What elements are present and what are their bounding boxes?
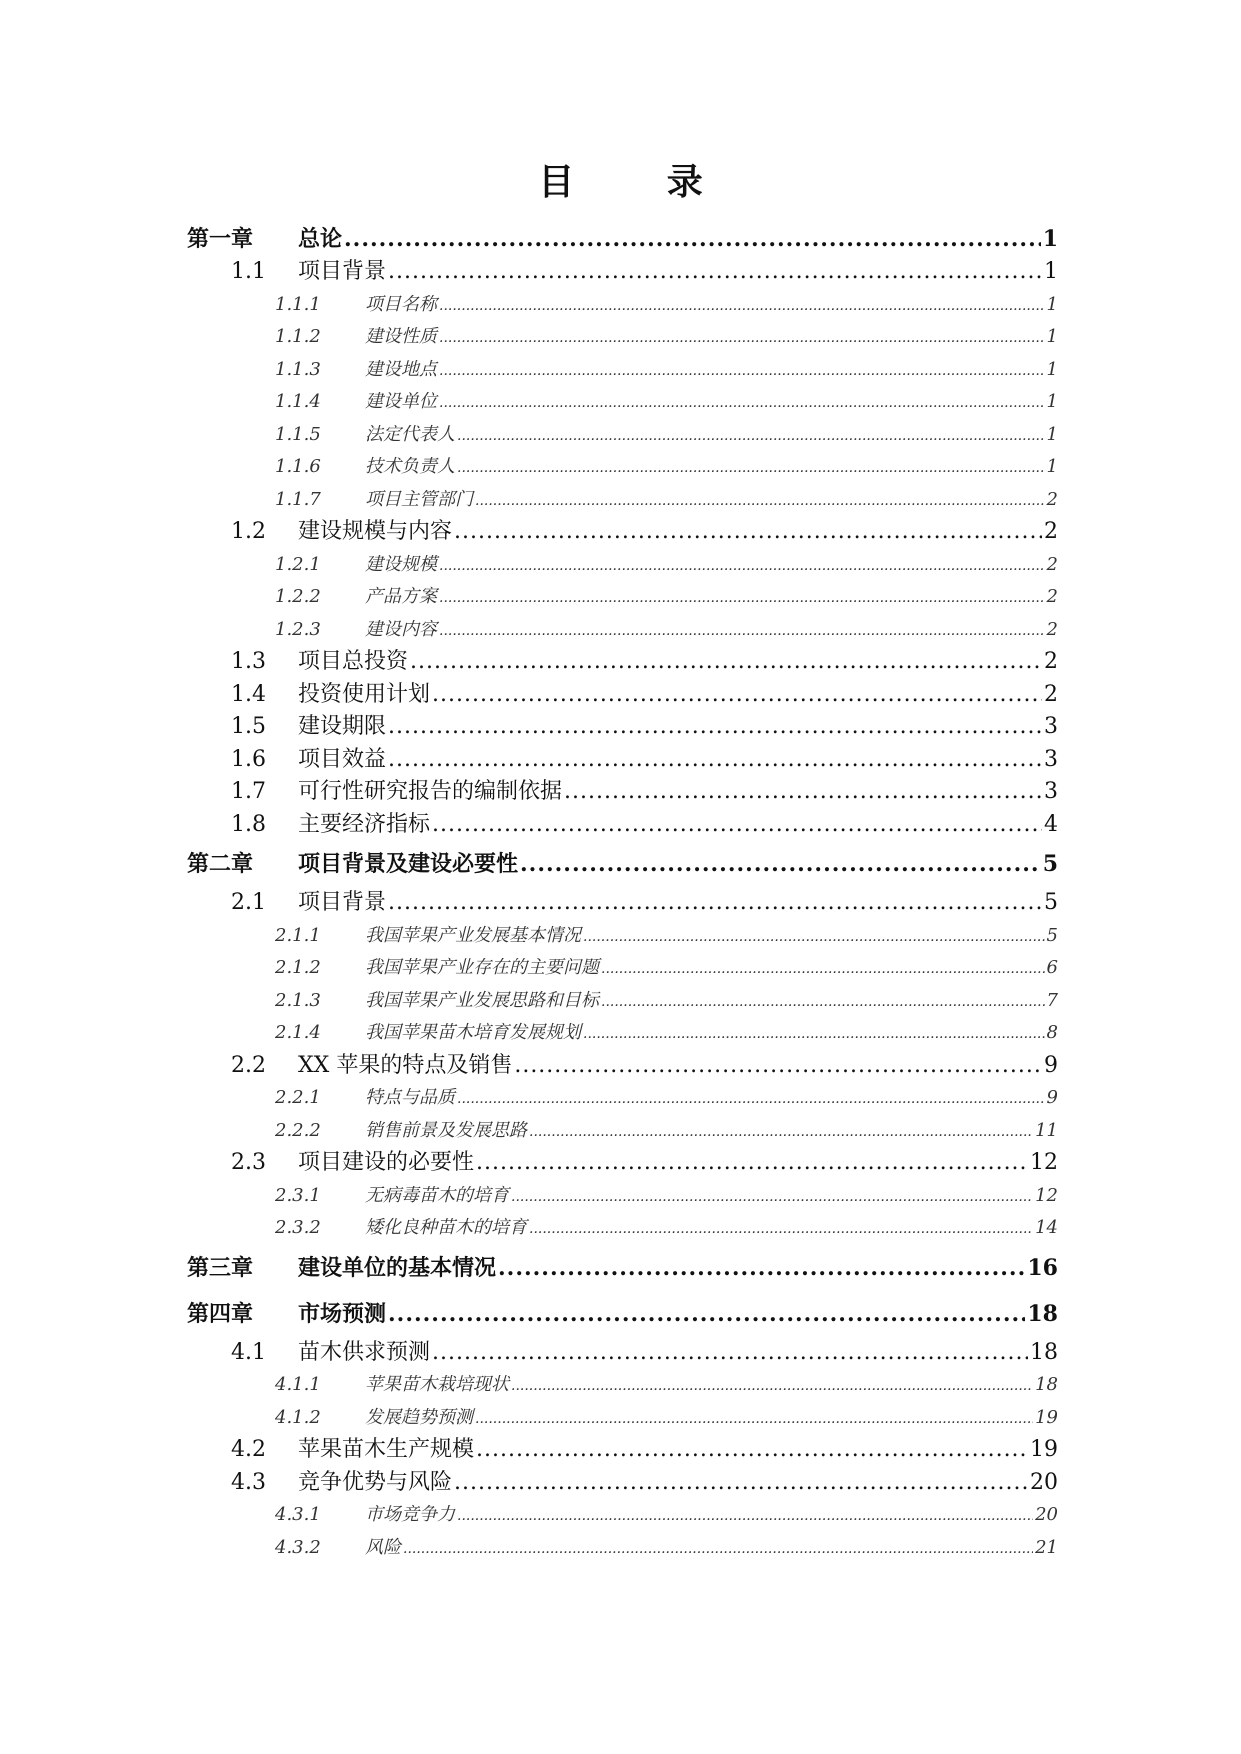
toc-section-entry[interactable] (187, 744, 1058, 777)
toc-section-entry[interactable] (187, 1467, 1058, 1500)
dot-leader (439, 582, 1045, 615)
dot-leader (583, 921, 1045, 954)
dot-leader (388, 744, 1042, 777)
dot-leader (583, 1018, 1045, 1051)
toc-entry-title: 可行性研究报告的编制依据 (298, 779, 563, 804)
toc-entry-number: 第一章 (187, 226, 254, 252)
toc-entry-number: 1.2.3 (275, 618, 321, 640)
toc-section-entry[interactable] (187, 776, 1058, 809)
toc-entry-title: 项目名称 (365, 293, 437, 315)
toc-entry-page-number: 5 (1042, 851, 1058, 877)
toc-chapter-entry[interactable] (187, 1291, 1058, 1337)
toc-entry-page-number: 2 (1046, 553, 1058, 575)
toc-entry-number: 4.3.2 (275, 1536, 321, 1558)
dot-leader (432, 679, 1042, 712)
toc-subsection-entry[interactable] (187, 451, 1058, 484)
toc-entry-title: 建设地点 (365, 358, 437, 380)
toc-section-entry[interactable] (187, 1434, 1058, 1467)
toc-entry-number: 第二章 (187, 851, 254, 877)
toc-entry-number: 2.2 (231, 1052, 266, 1078)
dot-leader (498, 1245, 1025, 1291)
toc-entry-page-number: 9 (1046, 1087, 1058, 1108)
dot-leader (529, 1116, 1033, 1149)
toc-subsection-entry[interactable] (187, 1180, 1058, 1213)
toc-entry-number: 1.1.3 (275, 358, 321, 380)
toc-entry-page-number: 1 (1044, 259, 1058, 284)
dot-leader (388, 711, 1042, 744)
toc-section-entry[interactable] (187, 711, 1058, 744)
toc-subsection-entry[interactable] (187, 581, 1058, 614)
toc-entry-page-number: 11 (1035, 1119, 1058, 1141)
toc-entry-title: 苗木供求预测 (298, 1339, 431, 1365)
toc-entry-title: 总论 (298, 226, 343, 252)
toc-entry-title: 发展趋势预测 (365, 1406, 473, 1428)
toc-subsection-entry[interactable] (187, 321, 1058, 354)
toc-entry-title: 项目背景及建设必要性 (298, 851, 519, 877)
toc-subsection-entry[interactable] (187, 1017, 1058, 1050)
dot-leader (439, 355, 1045, 388)
dot-leader (475, 485, 1045, 518)
dot-leader (439, 615, 1045, 648)
toc-entry-title: 技术负责人 (365, 456, 455, 477)
toc-entry-title: 无病毒苗木的培育 (365, 1184, 509, 1206)
dot-leader (454, 516, 1042, 549)
toc-entry-page-number: 2 (1046, 488, 1058, 510)
dot-leader (457, 1083, 1045, 1116)
toc-entry-number: 4.1.2 (275, 1406, 321, 1428)
toc-subsection-entry[interactable] (187, 386, 1058, 419)
toc-entry-page-number: 20 (1030, 1469, 1058, 1495)
toc-subsection-entry[interactable] (187, 1082, 1058, 1115)
toc-entry-page-number: 5 (1046, 924, 1058, 946)
dot-leader (564, 776, 1042, 809)
toc-entry-title: 项目背景 (298, 890, 387, 915)
toc-entry-title: 市场竞争力 (365, 1504, 455, 1525)
toc-entry-page-number: 1 (1046, 423, 1058, 445)
toc-entry-number: 2.2.1 (275, 1087, 321, 1108)
toc-entry-title: 我国苹果产业发展思路和目标 (365, 989, 599, 1011)
toc-entry-number: 1.5 (231, 714, 266, 739)
toc-entry-page-number: 14 (1035, 1217, 1058, 1238)
toc-entry-title: 项目总投资 (298, 649, 409, 674)
toc-subsection-entry[interactable] (187, 419, 1058, 452)
toc-entry-page-number: 18 (1027, 1300, 1058, 1327)
dot-leader (475, 1403, 1033, 1436)
toc-subsection-entry[interactable] (187, 1212, 1058, 1245)
toc-subsection-entry[interactable] (187, 354, 1058, 387)
toc-entry-page-number: 12 (1035, 1184, 1058, 1206)
toc-entry-number: 1.1.1 (275, 293, 321, 315)
toc-entry-number: 1.4 (231, 681, 266, 707)
dot-leader (439, 290, 1045, 323)
toc-entry-title: 建设单位 (365, 391, 437, 412)
dot-leader (511, 1181, 1033, 1214)
toc-entry-number: 1.2.1 (275, 553, 321, 575)
toc-entry-title: 项目主管部门 (365, 488, 473, 510)
toc-entry-number: 2.1.2 (275, 957, 321, 978)
toc-entry-page-number: 18 (1030, 1339, 1058, 1365)
toc-section-entry[interactable] (187, 679, 1058, 712)
dot-leader (432, 809, 1042, 842)
toc-section-entry[interactable] (187, 809, 1058, 842)
toc-entry-number: 2.1 (231, 890, 266, 915)
dot-leader (454, 1467, 1028, 1500)
toc-entry-title: 建设单位的基本情况 (298, 1254, 497, 1281)
dot-leader (514, 1050, 1042, 1083)
toc-entry-page-number: 4 (1044, 811, 1058, 837)
toc-entry-number: 1.7 (231, 779, 266, 804)
toc-entry-title: 我国苹果苗木培育发展规划 (365, 1022, 581, 1043)
dot-leader (439, 550, 1045, 583)
toc-entry-title: 风险 (365, 1536, 401, 1558)
toc-entry-number: 1.1.5 (275, 423, 321, 445)
toc-entry-page-number: 2 (1044, 649, 1058, 674)
toc-subsection-entry[interactable] (187, 614, 1058, 647)
toc-entry-number: 2.3 (231, 1150, 266, 1175)
toc-section-entry[interactable] (187, 1147, 1058, 1180)
dot-leader (410, 646, 1042, 679)
toc-entry-page-number: 2 (1044, 681, 1058, 707)
toc-entry-page-number: 9 (1044, 1052, 1058, 1078)
toc-entry-page-number: 1 (1046, 358, 1058, 380)
toc-subsection-entry[interactable] (187, 1532, 1058, 1565)
dot-leader (432, 1337, 1028, 1370)
toc-section-entry[interactable] (187, 256, 1058, 289)
toc-section-entry[interactable] (187, 1050, 1058, 1083)
toc-entry-number: 2.3.1 (275, 1184, 321, 1206)
toc-entry-title: 销售前景及发展思路 (365, 1119, 527, 1141)
toc-chapter-entry[interactable] (187, 841, 1058, 887)
dot-leader (388, 1291, 1025, 1337)
dot-leader (457, 452, 1045, 485)
toc-entry-number: 4.1.1 (275, 1374, 321, 1395)
toc-entry-title: 投资使用计划 (298, 681, 431, 707)
toc-entry-title: 产品方案 (365, 586, 437, 607)
dot-leader (511, 1370, 1033, 1403)
page-title: 目 录 (538, 161, 743, 203)
toc-entry-title: 竞争优势与风险 (298, 1469, 453, 1495)
toc-entry-title: 我国苹果产业存在的主要问题 (365, 957, 599, 978)
toc-entry-title: 市场预测 (298, 1300, 387, 1327)
dot-leader (457, 1500, 1033, 1533)
toc-section-entry[interactable] (187, 887, 1058, 920)
toc-entry-title: 主要经济指标 (298, 811, 431, 837)
toc-entry-page-number: 19 (1035, 1406, 1058, 1428)
toc-entry-title: 项目建设的必要性 (298, 1150, 475, 1175)
toc-entry-title: 建设性质 (365, 326, 437, 347)
toc-entry-page-number: 1 (1046, 456, 1058, 477)
toc-subsection-entry[interactable] (187, 549, 1058, 582)
toc-entry-page-number: 2 (1044, 519, 1058, 544)
toc-entry-page-number: 6 (1046, 957, 1058, 978)
toc-entry-title: 矮化良种苗木的培育 (365, 1217, 527, 1238)
toc-section-entry[interactable] (187, 646, 1058, 679)
toc-entry-title: 建设内容 (365, 618, 437, 640)
toc-subsection-entry[interactable] (187, 289, 1058, 322)
toc-entry-number: 1.3 (231, 649, 266, 674)
toc-entry-number: 2.3.2 (275, 1217, 321, 1238)
toc-entry-page-number: 8 (1046, 1022, 1058, 1043)
toc-entry-title: 项目效益 (298, 746, 387, 772)
toc-entry-number: 2.2.2 (275, 1119, 321, 1141)
toc-subsection-entry[interactable] (187, 952, 1058, 985)
toc-entry-page-number: 1 (1042, 226, 1058, 252)
dot-leader (388, 256, 1042, 289)
toc-entry-number: 第三章 (187, 1254, 254, 1281)
toc-subsection-entry[interactable] (187, 985, 1058, 1018)
toc-subsection-entry[interactable] (187, 1369, 1058, 1402)
toc-entry-title: 苹果苗木栽培现状 (365, 1374, 509, 1395)
dot-leader (344, 222, 1041, 256)
toc-entry-page-number: 1 (1046, 326, 1058, 347)
toc-entry-page-number: 3 (1044, 779, 1058, 804)
toc-entry-page-number: 12 (1030, 1150, 1058, 1175)
toc-entry-page-number: 3 (1044, 714, 1058, 739)
toc-entry-page-number: 18 (1035, 1374, 1058, 1395)
toc-entry-number: 1.1.6 (275, 456, 321, 477)
toc-entry-page-number: 21 (1035, 1536, 1058, 1558)
toc-entry-page-number: 19 (1030, 1437, 1058, 1462)
dot-leader (601, 953, 1045, 986)
toc-entry-title: 项目背景 (298, 259, 387, 284)
toc-entry-title: 我国苹果产业发展基本情况 (365, 924, 581, 946)
toc-entry-page-number: 2 (1046, 618, 1058, 640)
toc-entry-number: 2.1.4 (275, 1022, 321, 1043)
toc-entry-number: 1.2.2 (275, 586, 321, 607)
toc-entry-number: 第四章 (187, 1300, 254, 1327)
toc-section-entry[interactable] (187, 1337, 1058, 1370)
toc-entry-number: 4.3.1 (275, 1504, 321, 1525)
toc-entry-number: 1.1.7 (275, 488, 321, 510)
toc-entry-number: 1.1 (231, 259, 266, 284)
toc-section-entry[interactable] (187, 516, 1058, 549)
toc-entry-title: 苹果苗木生产规模 (298, 1437, 475, 1462)
toc-entry-page-number: 3 (1044, 746, 1058, 772)
dot-leader (439, 322, 1045, 355)
toc-entry-number: 2.1.3 (275, 989, 321, 1011)
toc-entry-page-number: 1 (1046, 391, 1058, 412)
dot-leader (388, 887, 1042, 920)
toc-entry-number: 2.1.1 (275, 924, 321, 946)
toc-chapter-entry[interactable] (187, 1245, 1058, 1291)
dot-leader (457, 420, 1045, 453)
toc-entry-title: 建设规模与内容 (298, 519, 453, 544)
toc-entry-page-number: 16 (1027, 1254, 1058, 1281)
toc-subsection-entry[interactable] (187, 484, 1058, 517)
toc-entry-number: 1.2 (231, 519, 266, 544)
toc-entry-number: 1.1.4 (275, 391, 321, 412)
toc-entry-number: 4.1 (231, 1339, 266, 1365)
dot-leader (601, 986, 1045, 1019)
toc-entry-page-number: 5 (1044, 890, 1058, 915)
toc-entry-number: 1.1.2 (275, 326, 321, 347)
toc-entry-page-number: 7 (1046, 989, 1058, 1011)
toc-entry-number: 1.8 (231, 811, 266, 837)
dot-leader (520, 841, 1041, 887)
dot-leader (476, 1147, 1028, 1180)
toc-subsection-entry[interactable] (187, 920, 1058, 953)
dot-leader (476, 1434, 1028, 1467)
toc-subsection-entry[interactable] (187, 1499, 1058, 1532)
dot-leader (439, 387, 1045, 420)
toc-entry-number: 4.2 (231, 1437, 266, 1462)
toc-entry-number: 1.6 (231, 746, 266, 772)
toc-entry-title: 法定代表人 (365, 423, 455, 445)
toc-entry-title: 建设期限 (298, 714, 387, 739)
toc-entry-page-number: 20 (1035, 1504, 1058, 1525)
toc-subsection-entry[interactable] (187, 1402, 1058, 1435)
toc-entry-page-number: 1 (1046, 293, 1058, 315)
table-of-contents (187, 222, 1058, 1564)
toc-entry-title: 建设规模 (365, 553, 437, 575)
toc-entry-title: 特点与品质 (365, 1087, 455, 1108)
toc-entry-number: 4.3 (231, 1469, 266, 1495)
toc-entry-title: XX 苹果的特点及销售 (298, 1052, 513, 1078)
dot-leader (529, 1213, 1033, 1246)
toc-chapter-entry[interactable] (187, 222, 1058, 256)
toc-subsection-entry[interactable] (187, 1115, 1058, 1148)
dot-leader (403, 1533, 1033, 1566)
toc-entry-page-number: 2 (1046, 586, 1058, 607)
